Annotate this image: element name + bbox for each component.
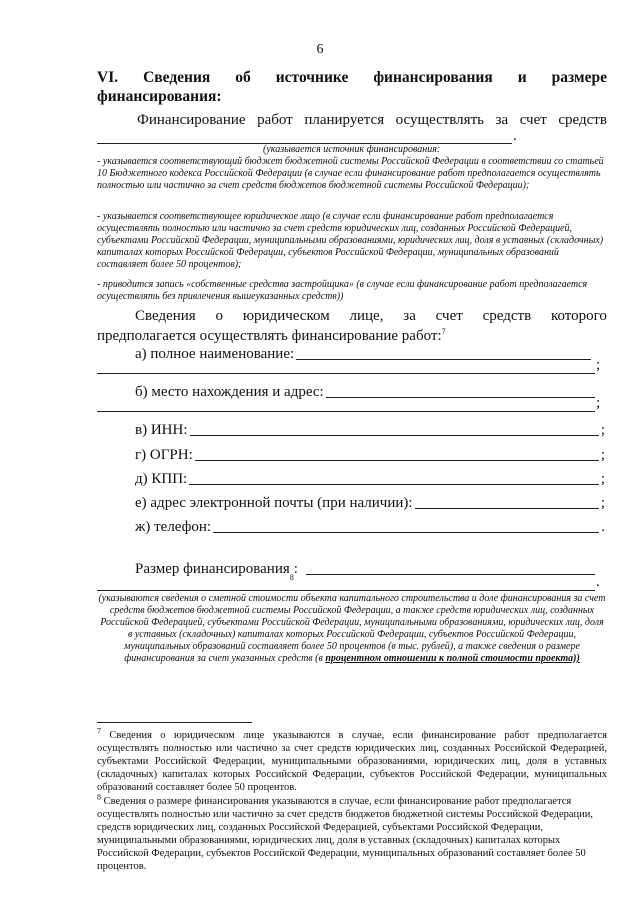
entity-intro-word: Сведения [135, 308, 196, 324]
intro-word: осуществлять [395, 112, 484, 128]
kpp-semicolon: ; [600, 471, 605, 487]
field-label-full-name: а) полное наименование: [135, 346, 295, 362]
heading-word: источнике [275, 69, 349, 86]
full-name-input-line2[interactable] [97, 373, 595, 374]
financing-intro [97, 111, 607, 130]
section-heading-line1 [97, 68, 607, 87]
entity-intro-word: которого [550, 308, 607, 324]
full-name-input-line[interactable] [296, 358, 591, 360]
email-input-line[interactable] [415, 507, 599, 509]
entity-intro-word: о [215, 308, 224, 324]
intro-word: работ [257, 112, 293, 128]
intro-word: счет [519, 112, 547, 128]
footnote-7-number: 7 [97, 726, 101, 736]
heading-word: и [517, 69, 527, 86]
source-line-end: . [513, 128, 517, 144]
source-note-item3: - приводится запись «собственные средства застройщика» (в случае если финансирование работ предполагается осуществлять без привлечения вышеуказанных средств)) [97, 279, 588, 302]
field-inn [135, 422, 605, 439]
entity-intro-word: юридическом [242, 308, 330, 324]
field-label-phone: ж) телефон: [135, 519, 212, 535]
page-number: 6 [316, 42, 324, 57]
amount-note-text: (указываются сведения о сметной стоимости объекта капитального строительства и доле финансирования за счет средств бюджетов бюджетной системы Российской Федерации, а также средств юридических лиц, созданных Российской Федерацией, субъектами Российской Федерации, муниципальными образованиями, юридических лиц, доля в уставных (складочных) капиталах которых Российской Федерации, субъектов Российской Федерации, муниципальных образований составляет более 50 процентов (в тыс. рублей), а также сведения о размере финансирования за счет указанных средств (в [98, 593, 606, 664]
field-label-ogrn: г) ОГРН: [135, 447, 193, 463]
field-address [135, 384, 597, 401]
entity-intro-word: средств [482, 308, 532, 324]
entity-intro-line2 [97, 328, 446, 345]
amount-input-line[interactable] [306, 573, 595, 575]
field-full-name [135, 346, 593, 363]
section-heading-line2: финансирования: [97, 88, 222, 105]
heading-word: размере [551, 69, 607, 86]
source-note-item2: - указывается соответствующее юридическое лицо (в случае если финансирование работ предполагается осуществлять полностью или частично за счет средств юридических лиц, созданных Российской Федерацией, субъектами Российской Федерации, муниципальными образованиями, юридических лиц, доля в уставных (складочных) капиталах которых Российской Федерации, субъектов Российской Федерации, муниципальных образований составляет более 50 процентов); [97, 211, 604, 270]
field-phone [135, 519, 605, 536]
entity-intro-word: лице, [349, 308, 384, 324]
section-heading [97, 68, 607, 106]
field-label-address: б) место нахождения и адрес: [135, 384, 324, 400]
intro-word: средств [558, 112, 607, 128]
footnote-8-number: 8 [97, 792, 101, 802]
intro-word: за [495, 112, 509, 128]
footnote-7 [97, 726, 607, 794]
kpp-input-line[interactable] [189, 483, 599, 485]
entity-intro-line1 [135, 308, 607, 325]
field-label-email: е) адрес электронной почты (при наличии): [135, 495, 413, 511]
heading-word: финансирования [373, 69, 493, 86]
field-email [135, 495, 605, 512]
address-input-line2[interactable] [97, 411, 595, 412]
entity-intro-word: счет [435, 308, 463, 324]
field-ogrn [135, 447, 605, 464]
intro-word: Финансирование [137, 112, 246, 128]
inn-semicolon: ; [600, 422, 605, 438]
phone-input-line[interactable] [213, 531, 599, 533]
field-label-kpp: д) КПП: [135, 471, 188, 487]
footnote-7-text: Сведения о юридическом лице указываются в случае, если финансирование работ предполагается осуществлять полностью или частично за счет средств юридических лиц, созданных Российской Федерацией, субъектами Российской Федерации, муниципальными образованиями, юридических лиц, доля в уставных (складочных) капиталах которых Российской Федерации, субъектов Российской Федерации, муниципальных образований составляет более 50 процентов. [97, 730, 607, 793]
footnote-8 [97, 792, 607, 873]
field-amount: Размер финансирования 8 : [135, 561, 597, 578]
inn-input-line[interactable] [190, 434, 599, 436]
email-semicolon: ; [600, 495, 605, 511]
section-number: VI. [97, 69, 119, 86]
amount-note [97, 593, 607, 665]
phone-period: . [601, 519, 605, 535]
amount-note-bold: процентном отношении к полной стоимости проекта)) [325, 653, 580, 664]
field-kpp [135, 471, 605, 488]
source-note-caption: (указывается источник финансирования: [263, 144, 441, 155]
amount-period: . [596, 574, 600, 590]
address-input-line[interactable] [326, 396, 595, 398]
footnote-separator [97, 722, 252, 723]
entity-intro-text: предполагается осуществлять финансирование работ: [97, 328, 442, 344]
amount-colon: : [293, 561, 298, 577]
address-semicolon: ; [596, 395, 601, 411]
full-name-semicolon: ; [596, 357, 601, 373]
ogrn-semicolon: ; [600, 447, 605, 463]
amount-input-line2[interactable] [97, 590, 595, 591]
field-label-amount: Размер финансирования [135, 561, 290, 577]
heading-word: Сведения [143, 69, 211, 86]
footnote-ref-7: 7 [441, 327, 446, 336]
source-note-item1: - указывается соответствующий бюджет бюджетной системы Российской Федерации в соответствии со статьей 10 Бюджетного кодекса Российской Федерации (в случае если финансирование работ предполагается осуществлять полностью или частично за счет средств бюджетов бюджетной системы Российской Федерации); [97, 156, 604, 191]
heading-word: об [235, 69, 251, 86]
field-label-inn: в) ИНН: [135, 422, 188, 438]
intro-word: планируется [304, 112, 385, 128]
footnote-8-text: Сведения о размере финансирования указываются в случае, если финансирование работ предполагается осуществлять полностью или частично за счет средств бюджетов бюджетной системы Российской Федерации, средств юридических лиц, созданных Российской Федерацией, субъектами Российской Федерации, муниципальными образованиями, юридических лиц, доля в уставных (складочных) капиталах которых Российской Федерации, субъектов Российской Федерации, муниципальных образований составляет более 50 процентов. [97, 796, 593, 872]
entity-intro-word: за [403, 308, 416, 324]
ogrn-input-line[interactable] [195, 459, 599, 461]
